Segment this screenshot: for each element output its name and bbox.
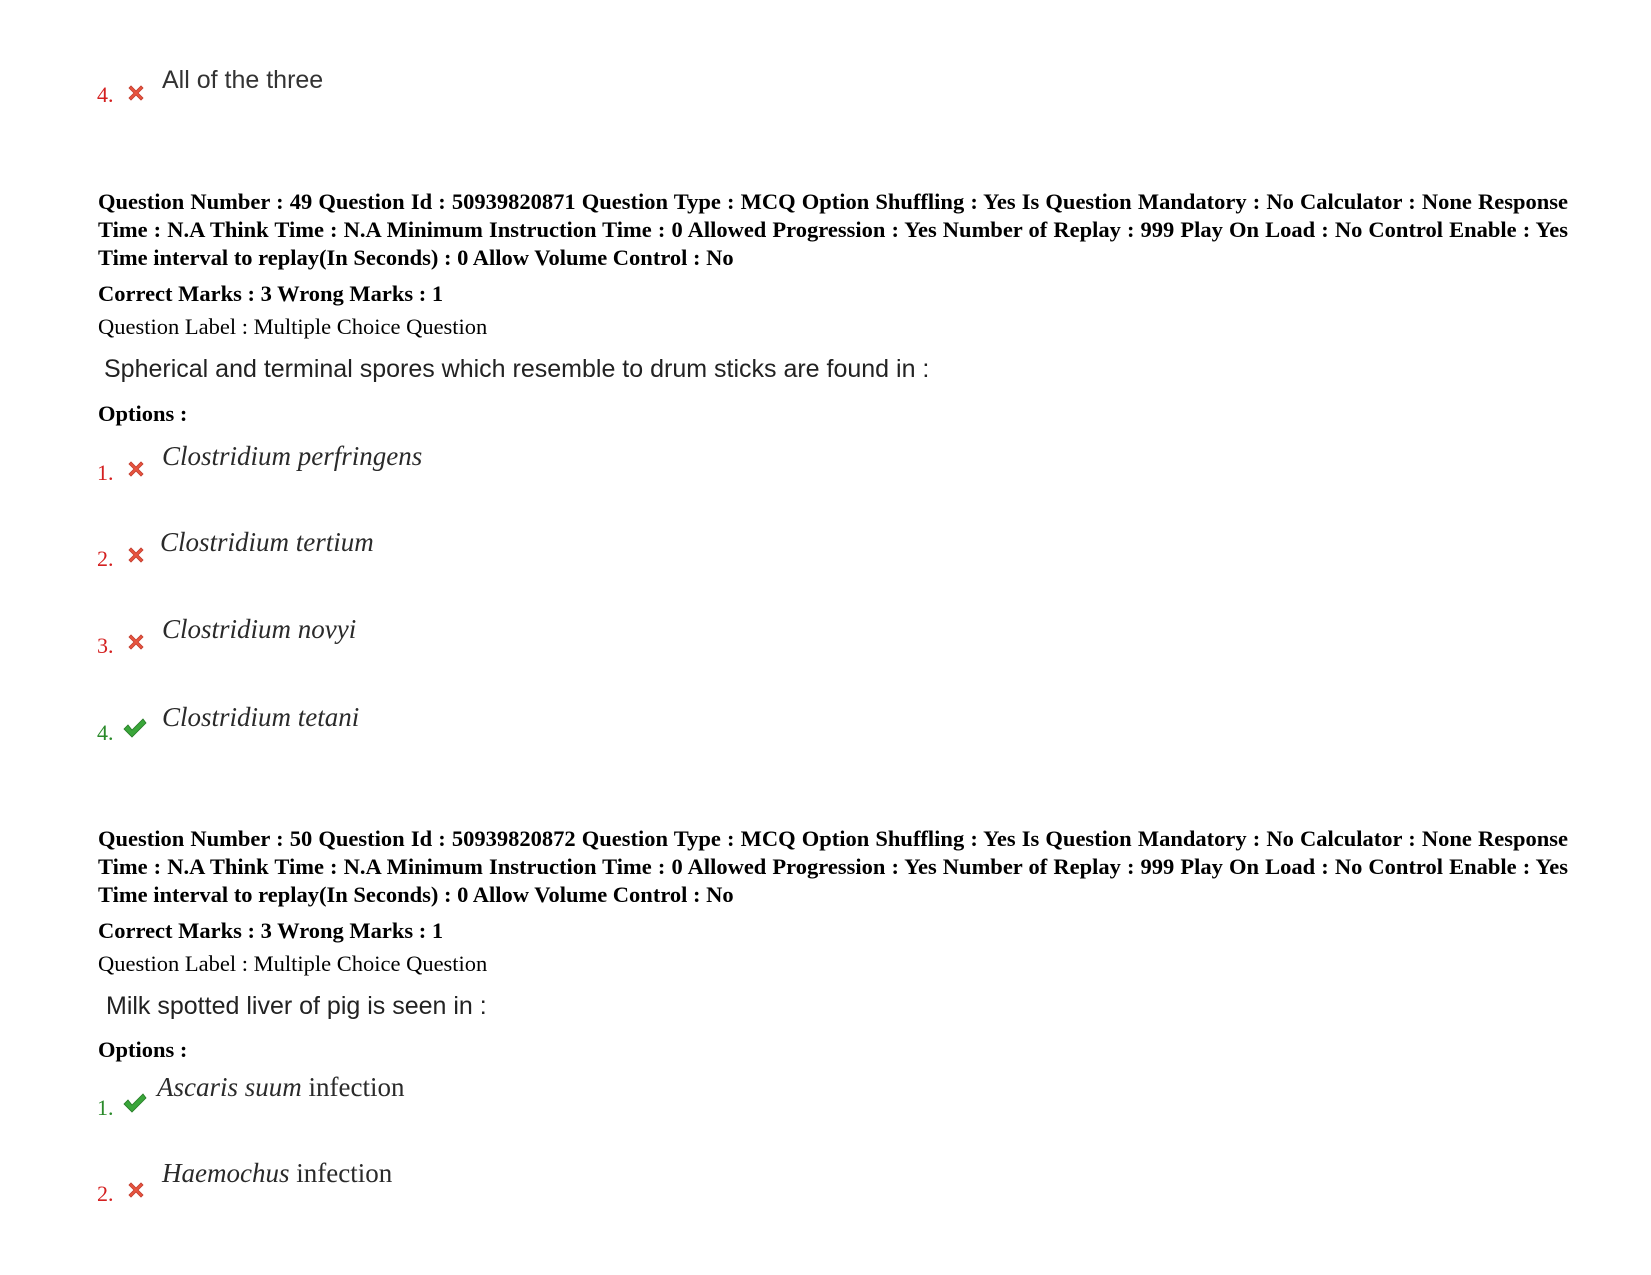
option-text bbox=[157, 1072, 404, 1102]
question-stem: Milk spotted liver of pig is seen in : bbox=[106, 992, 487, 1020]
option-italic-text: Ascaris suum bbox=[157, 1072, 302, 1102]
question-label: Question Label : Multiple Choice Question bbox=[98, 951, 488, 976]
question-meta: Question Number : 49 Question Id : 50939820871 Question Type : MCQ Option Shuffling : Yes Is Question Mandatory : No Calculator : None Response Time : N.A Think Time : N.A Minimum Instruction Time : 0 Allowed Progression : Yes Number of Replay : 999 Play On Load : No Control Enable : Yes Time interval to replay(In Seconds) : 0 Allow Volume Control : No bbox=[98, 189, 1568, 270]
option-text bbox=[162, 702, 359, 732]
question-marks: Correct Marks : 3 Wrong Marks : 1 bbox=[98, 281, 444, 306]
question-marks: Correct Marks : 3 Wrong Marks : 1 bbox=[98, 918, 444, 943]
question-meta: Question Number : 50 Question Id : 50939820872 Question Type : MCQ Option Shuffling : Yes Is Question Mandatory : No Calculator : None Response Time : N.A Think Time : N.A Minimum Instruction Time : 0 Allowed Progression : Yes Number of Replay : 999 Play On Load : No Control Enable : Yes Time interval to replay(In Seconds) : 0 Allow Volume Control : No bbox=[98, 826, 1568, 907]
options-heading: Options : bbox=[98, 1037, 188, 1062]
option-text bbox=[162, 441, 422, 471]
option-number: 1. bbox=[97, 1095, 114, 1120]
check-mark-icon bbox=[122, 1091, 148, 1115]
cross-mark-icon bbox=[125, 82, 147, 104]
option-number: 4. bbox=[97, 720, 114, 745]
cross-mark-icon bbox=[125, 544, 147, 566]
option-italic-text: Clostridium novyi bbox=[162, 614, 357, 644]
option-rest-text: infection bbox=[289, 1158, 393, 1188]
option-italic-text: Clostridium tetani bbox=[162, 702, 360, 732]
option-number: 2. bbox=[97, 1181, 114, 1206]
check-mark-icon bbox=[122, 716, 148, 740]
question-label: Question Label : Multiple Choice Question bbox=[98, 314, 488, 339]
cross-mark-icon bbox=[125, 1179, 147, 1201]
option-rest-text: infection bbox=[301, 1072, 405, 1102]
option-number: 2. bbox=[97, 546, 114, 571]
option-italic-text: Clostridium perfringens bbox=[162, 441, 423, 471]
option-text bbox=[162, 614, 356, 644]
option-text bbox=[160, 527, 374, 557]
option-number: 3. bbox=[97, 633, 114, 658]
option-number: 1. bbox=[97, 460, 114, 485]
option-italic-text: Haemochus bbox=[162, 1158, 290, 1188]
option-text bbox=[162, 1158, 392, 1188]
option-italic-text: Clostridium tertium bbox=[160, 527, 374, 557]
question-stem: Spherical and terminal spores which resemble to drum sticks are found in : bbox=[104, 355, 930, 383]
options-heading: Options : bbox=[98, 401, 188, 426]
cross-mark-icon bbox=[125, 458, 147, 480]
option-number: 4. bbox=[97, 82, 114, 107]
cross-mark-icon bbox=[125, 631, 147, 653]
option-text: All of the three bbox=[162, 66, 324, 94]
